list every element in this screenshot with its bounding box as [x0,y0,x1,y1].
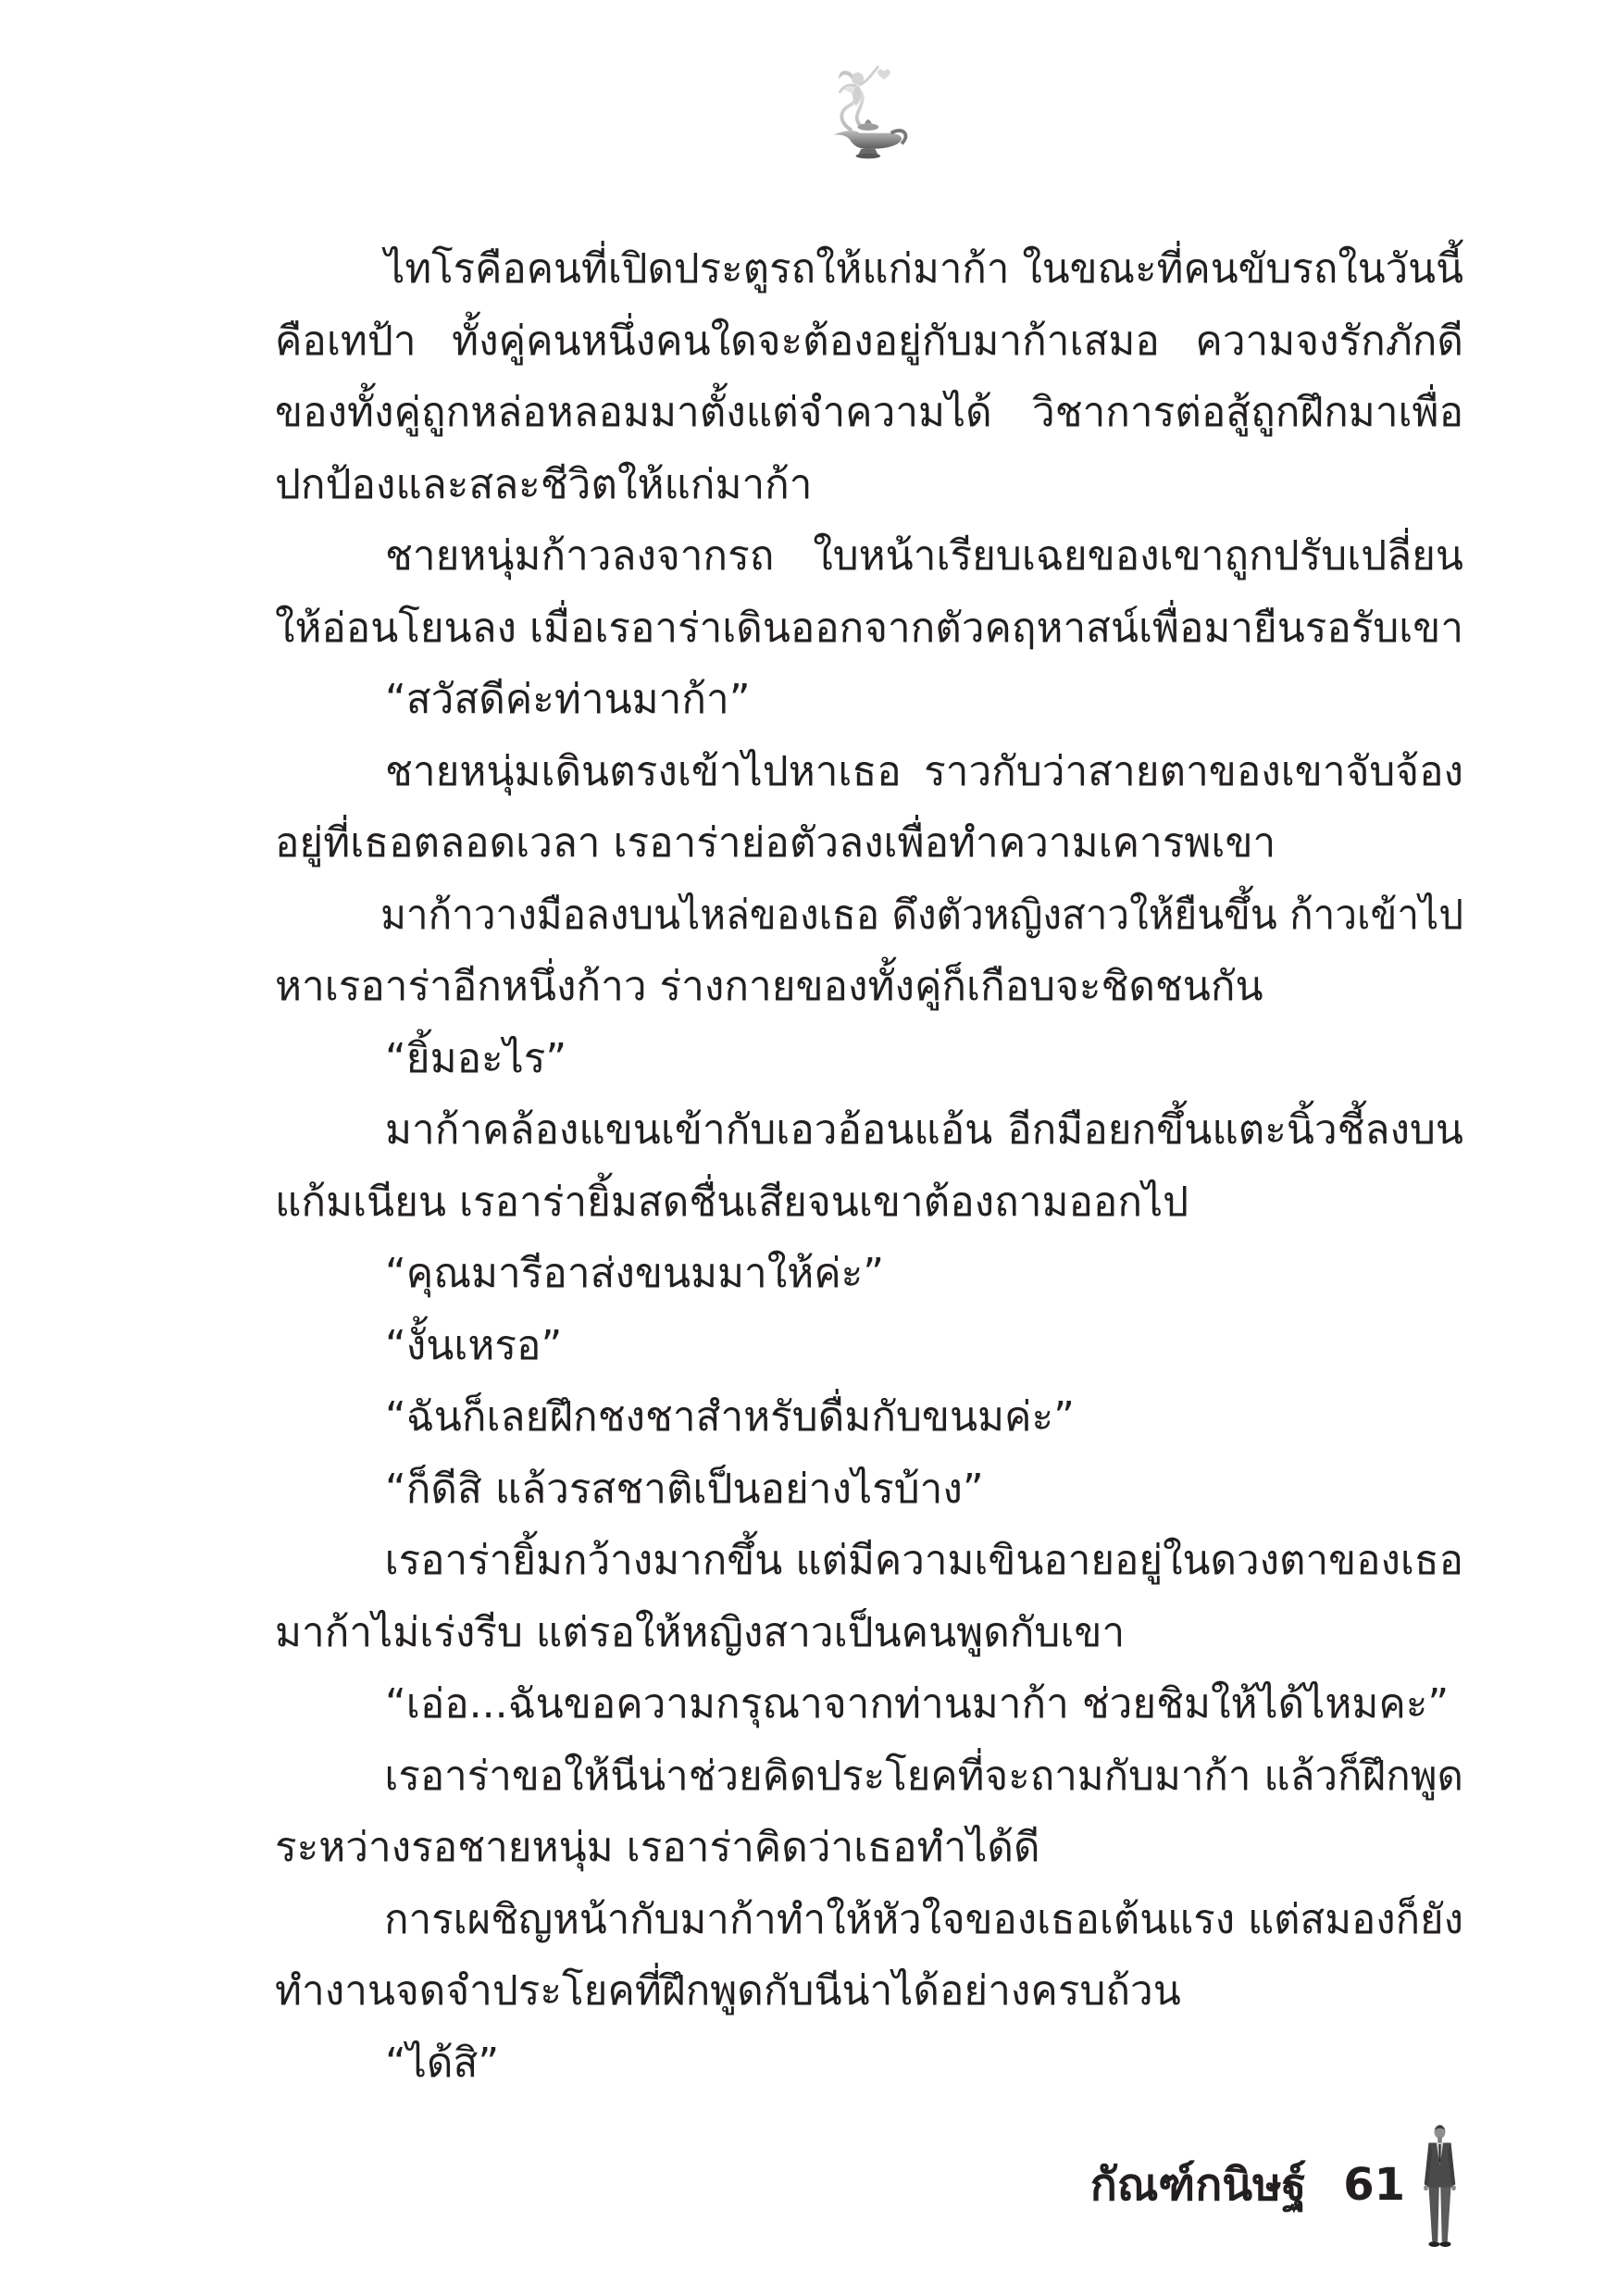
dialogue-paragraph [275,2028,1463,2100]
text-line: ปกป้องและสละชีวิตให้แก่มาก้า [275,460,813,508]
text-line: มาก้าไม่เร่งรีบ แต่รอให้หญิงสาวเป็นคนพูดกับเขา [275,1608,1126,1656]
text-line: อยู่ที่เธอตลอดเวลา เรอาร่าย่อตัวลงเพื่อทำความเคารพเขา [275,819,1276,867]
text-line: ไทโรคือคนที่เปิดประตูรถให้แก่มาก้า ในขณะที่คนขับรถในวันนี้ [384,245,1463,293]
text-line: “คุณมารีอาส่งขนมมาให้ค่ะ” [385,1250,885,1297]
text-line: หาเรอาร่าอีกหนึ่งก้าว ร่างกายของทั้งคู่ก็เกือบจะชิดชนกัน [275,963,1263,1010]
text-line: เรอาร่าขอให้นีน่าช่วยคิดประโยคที่จะถามกับมาก้า แล้วก็ฝึกพูด [384,1752,1463,1800]
paragraph [275,520,1463,664]
author-name: กัณฑ์กนิษฐ์ [1089,2159,1307,2211]
paragraph [275,1094,1463,1238]
paragraph [275,233,1463,520]
text-line: ชายหนุ่มเดินตรงเข้าไปหาเธอ ราวกับว่าสายตาของเขาจับจ้อง [385,747,1463,795]
dialogue-paragraph [275,1668,1463,1741]
text-line: ทำงานจดจำประโยคที่ฝึกพูดกับนีน่าได้อย่างครบถ้วน [275,1967,1181,2015]
genie-lamp-logo-icon [814,59,919,165]
text-line: แก้มเนียน เรอาร่ายิ้มสดชื่นเสียจนเขาต้องถามออกไป [275,1178,1189,1226]
text-line: ของทั้งคู่ถูกหล่อหลอมมาตั้งแต่จำความได้ วิชาการต่อสู้ถูกฝึกมาเพื่อ [275,389,1463,436]
text-line: มาก้าวางมือลงบนไหล่ของเธอ ดึงตัวหญิงสาวให้ยืนขึ้น ก้าวเข้าไป [380,891,1464,939]
text-line: ชายหนุ่มก้าวลงจากรถ ใบหน้าเรียบเฉยของเขาถูกปรับเปลี่ยน [385,532,1463,580]
page-number: 61 [1343,2159,1405,2211]
man-in-suit-figure-icon [1419,2118,1461,2253]
text-line: ให้อ่อนโยนลง เมื่อเรอาร่าเดินออกจากตัวคฤหาสน์เพื่อมายืนรอรับเขา [275,604,1463,652]
dialogue-paragraph [275,1310,1463,1382]
dialogue-paragraph [275,664,1463,736]
dialogue-paragraph [275,1023,1463,1095]
text-line: “ก็ดีสิ แล้วรสชาติเป็นอย่างไรบ้าง” [385,1465,984,1513]
text-line: “สวัสดีค่ะท่านมาก้า” [385,676,751,723]
text-line: มาก้าคล้องแขนเข้ากับเอวอ้อนแอ้น อีกมือยกขึ้นแตะนิ้วชี้ลงบน [385,1106,1463,1154]
paragraph [275,1525,1463,1668]
text-line: คือเทป้า ทั้งคู่คนหนึ่งคนใดจะต้องอยู่กับมาก้าเสมอ ความจงรักภักดี [275,317,1463,365]
dialogue-paragraph [275,1454,1463,1526]
text-line: “ได้สิ” [385,2039,500,2087]
page-footer [1090,2157,1405,2213]
text-line: ระหว่างรอชายหนุ่ม เรอาร่าคิดว่าเธอทำได้ดี [275,1824,1040,1871]
dialogue-paragraph [275,1238,1463,1310]
paragraph [275,880,1463,1023]
text-line: การเผชิญหน้ากับมาก้าทำให้หัวใจของเธอเต้นแรง แต่สมองก็ยัง [384,1895,1464,1943]
paragraph [275,1884,1463,2028]
body-text [275,233,1463,2099]
text-line: “ฉันก็เลยฝึกชงชาสำหรับดื่มกับขนมค่ะ” [385,1393,1075,1441]
dialogue-paragraph [275,1381,1463,1454]
paragraph [275,736,1463,880]
text-line: “ยิ้มอะไร” [385,1034,567,1082]
paragraph [275,1741,1463,1884]
text-line: เรอาร่ายิ้มกว้างมากขึ้น แต่มีความเขินอายอยู่ในดวงตาของเธอ [384,1537,1464,1584]
text-line: “เอ่อ...ฉันขอความกรุณาจากท่านมาก้า ช่วยชิมให้ได้ไหมคะ” [385,1680,1450,1728]
text-line: “งั้นเหรอ” [385,1321,563,1369]
